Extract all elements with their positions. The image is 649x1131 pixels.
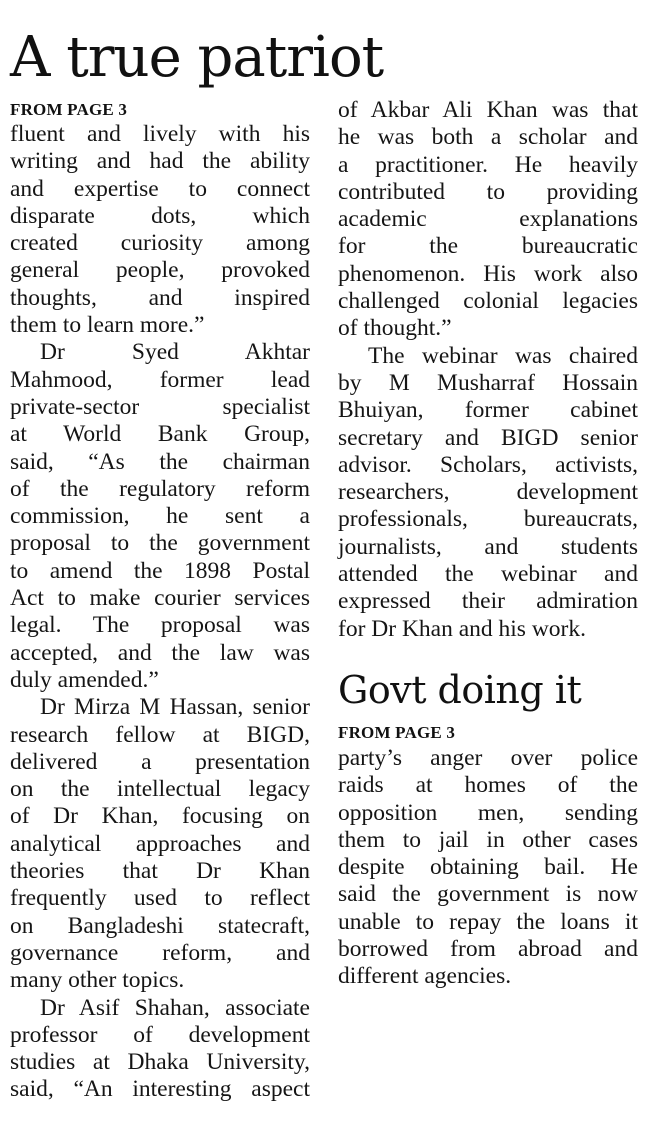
- text-line: journalists, and students: [338, 533, 638, 560]
- text-line: legal. The proposal was: [10, 612, 310, 639]
- text-line: said, “An interesting aspect: [10, 1076, 310, 1103]
- continued-from-label: FROM PAGE 3: [10, 100, 128, 119]
- text-line: Dr Asif Shahan, associate: [40, 994, 310, 1021]
- text-line: different agencies.: [338, 963, 512, 990]
- text-line: analytical approaches and: [10, 830, 310, 857]
- text-line: on Bangladeshi statecraft,: [10, 912, 310, 939]
- text-line: frequently used to reflect: [10, 885, 310, 912]
- text-line: a practitioner. He heavily: [338, 151, 638, 178]
- text-line: opposition men, sending: [338, 799, 638, 826]
- text-line: raids at homes of the: [338, 772, 638, 799]
- text-line: professor of development: [10, 1021, 310, 1048]
- text-line: them to jail in other cases: [338, 826, 638, 853]
- text-line: Mahmood, former lead: [10, 366, 310, 393]
- text-line: for the bureaucratic: [338, 233, 638, 260]
- text-line: delivered a presentation: [10, 748, 310, 775]
- text-line: studies at Dhaka University,: [10, 1049, 310, 1076]
- text-line: commission, he sent a: [10, 503, 310, 530]
- text-line: phenomenon. His work also: [338, 260, 638, 287]
- text-line: Dr Mirza M Hassan, senior: [40, 694, 310, 721]
- text-line: on the intellectual legacy: [10, 776, 310, 803]
- text-line: disparate dots, which: [10, 202, 310, 229]
- article-column-2: [338, 97, 638, 643]
- text-line: and expertise to connect: [10, 175, 310, 202]
- text-line: The webinar was chaired: [368, 342, 638, 369]
- text-line: researchers, development: [338, 479, 638, 506]
- text-line: them to learn more.”: [10, 312, 205, 339]
- text-line: professionals, bureaucrats,: [338, 506, 638, 533]
- text-line: attended the webinar and: [338, 561, 638, 588]
- text-line: unable to repay the loans it: [338, 908, 638, 935]
- text-line: party’s anger over police: [338, 745, 638, 771]
- text-line: research fellow at BIGD,: [10, 721, 310, 748]
- text-line: general people, provoked: [10, 257, 310, 284]
- text-line: private-sector specialist: [10, 393, 310, 420]
- text-line: Dr Syed Akhtar: [40, 339, 310, 366]
- text-line: contributed to providing: [338, 178, 638, 205]
- article-headline-govt-doing-it: Govt doing it: [338, 668, 582, 712]
- text-line: borrowed from abroad and: [338, 936, 638, 963]
- text-line: many other topics.: [10, 967, 185, 994]
- text-line: secretary and BIGD senior: [338, 424, 638, 451]
- text-line: writing and had the ability: [10, 148, 310, 175]
- text-line: of the regulatory reform: [10, 475, 310, 502]
- continued-from-label-2: FROM PAGE 3: [338, 723, 456, 742]
- text-line: of Dr Khan, focusing on: [10, 803, 310, 830]
- text-line: despite obtaining bail. He: [338, 854, 638, 881]
- text-line: governance reform, and: [10, 939, 310, 966]
- text-line: created curiosity among: [10, 230, 310, 257]
- text-line: challenged colonial legacies: [338, 288, 638, 315]
- text-line: duly amended.”: [10, 666, 159, 693]
- text-line: proposal to the government: [10, 530, 310, 557]
- text-line: advisor. Scholars, activists,: [338, 451, 638, 478]
- text-line: theories that Dr Khan: [10, 858, 310, 885]
- text-line: of thought.”: [338, 315, 452, 342]
- text-line: thoughts, and inspired: [10, 284, 310, 311]
- text-line: Act to make courier services: [10, 585, 310, 612]
- text-line: academic explanations: [338, 206, 638, 233]
- text-line: said, “As the chairman: [10, 448, 310, 475]
- article-headline-true-patriot: A true patriot: [10, 25, 384, 90]
- text-line: Bhuiyan, former cabinet: [338, 397, 638, 424]
- text-line: to amend the 1898 Postal: [10, 557, 310, 584]
- text-line: for Dr Khan and his work.: [338, 615, 587, 642]
- article-column-1: [10, 121, 310, 1104]
- text-line: said the government is now: [338, 881, 638, 908]
- text-line: accepted, and the law was: [10, 639, 310, 666]
- text-line: by M Musharraf Hossain: [338, 369, 638, 396]
- text-line: he was both a scholar and: [338, 124, 638, 151]
- text-line: of Akbar Ali Khan was that: [338, 97, 638, 123]
- article-column-3: [338, 745, 638, 991]
- text-line: at World Bank Group,: [10, 421, 310, 448]
- text-line: fluent and lively with his: [10, 121, 310, 147]
- text-line: expressed their admiration: [338, 588, 638, 615]
